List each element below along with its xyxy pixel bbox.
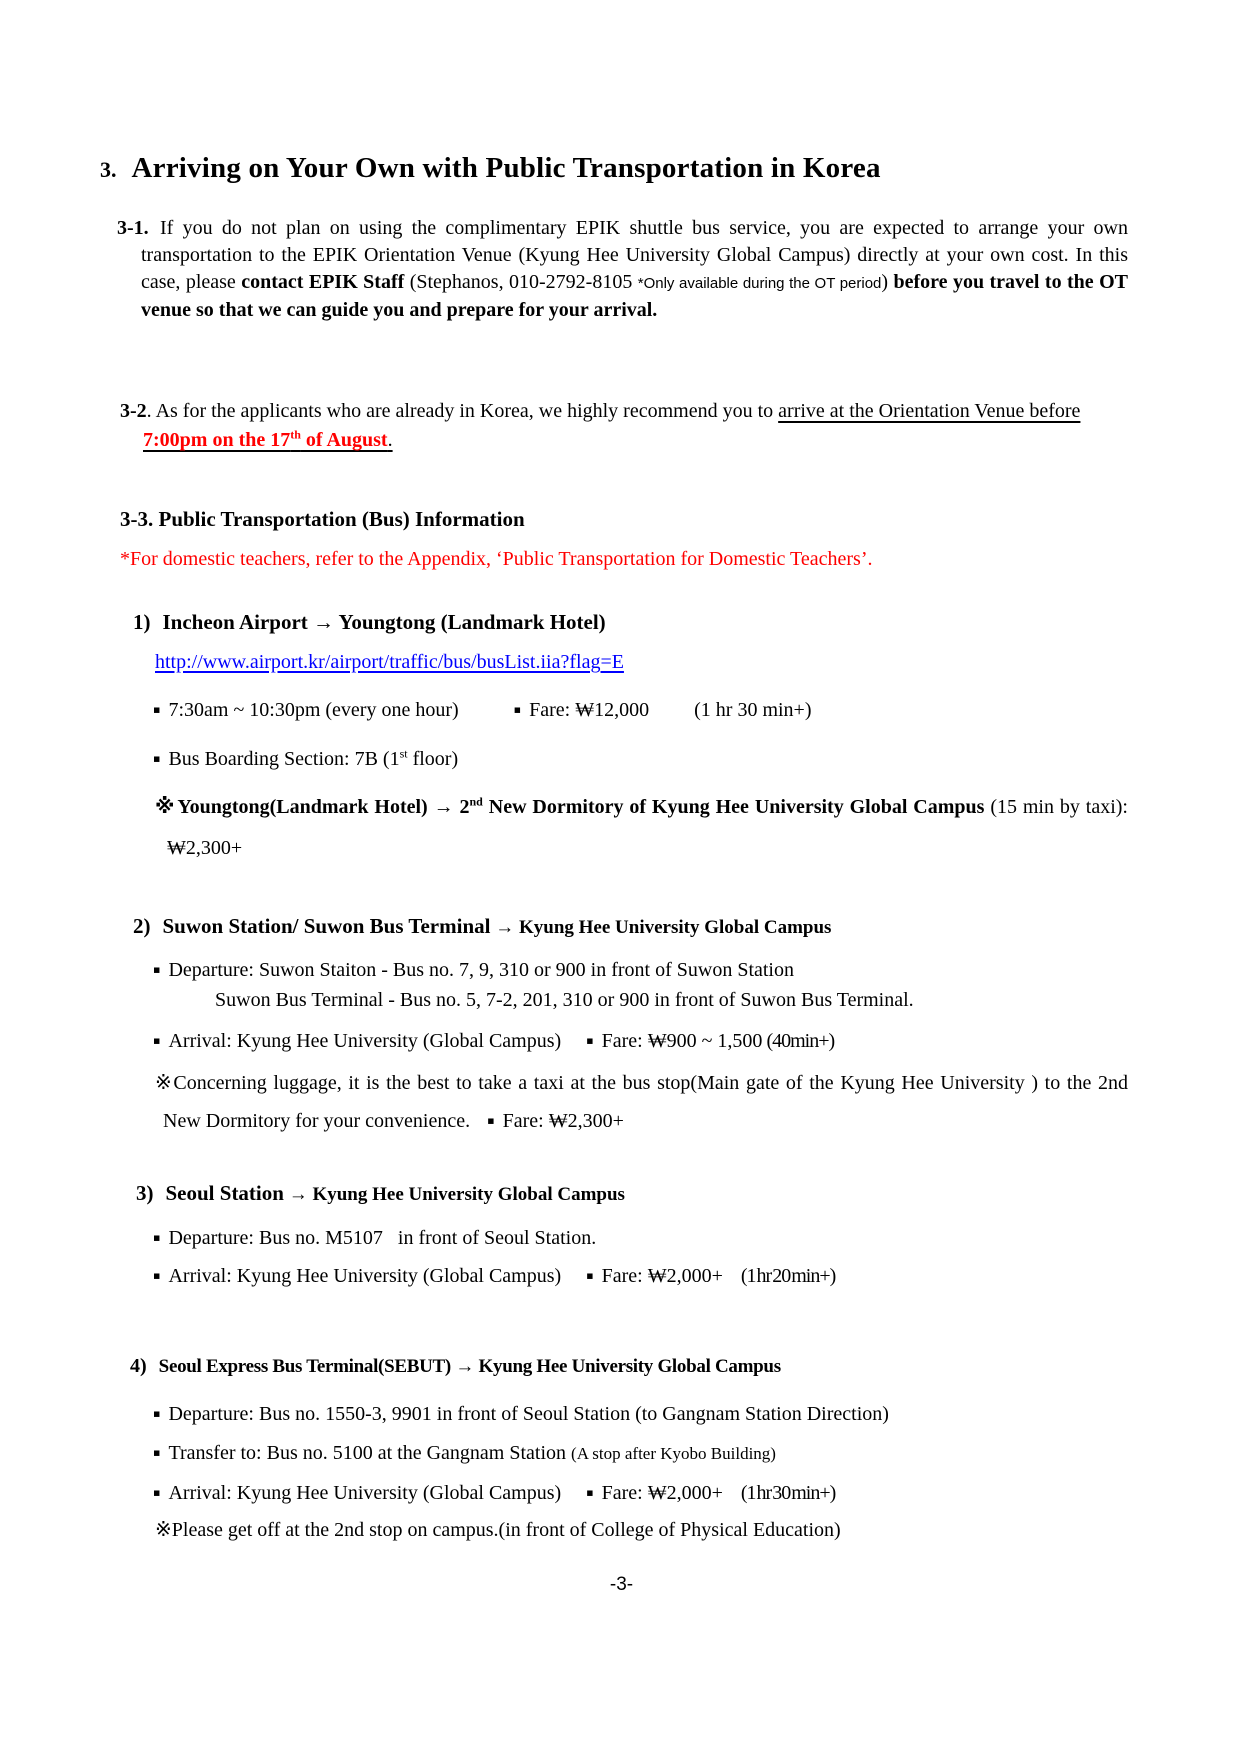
square-bullet-icon: ▪ bbox=[586, 1034, 594, 1047]
route-1-url-line bbox=[155, 649, 1128, 676]
deadline-time-text: 7:00pm on the 17 bbox=[143, 429, 291, 451]
route-3-fare-group bbox=[586, 1262, 723, 1290]
route-4-number: 4) bbox=[130, 1355, 147, 1377]
route-3-section bbox=[115, 1178, 1128, 1290]
route-1-note-text: Youngtong(Landmark Hotel) → 2 bbox=[177, 796, 470, 818]
route-1-boarding-text: Bus Boarding Section: 7B (1 bbox=[168, 748, 400, 770]
route-3-duration: (1 hr 20 min+) bbox=[740, 1265, 836, 1287]
route-3-title-origin: Seoul Station bbox=[165, 1181, 284, 1205]
contact-epik-staff-bold: contact EPIK Staff bbox=[241, 271, 405, 293]
square-bullet-icon: ▪ bbox=[586, 1269, 594, 1282]
route-1-boarding-line bbox=[153, 745, 1128, 773]
paragraph-3-1-label: 3-1. bbox=[117, 217, 149, 239]
route-2-title-origin: Suwon Station/ Suwon Bus Terminal bbox=[162, 914, 491, 938]
square-bullet-icon: ▪ bbox=[153, 1269, 161, 1282]
route-2-number: 2) bbox=[133, 914, 151, 938]
paragraph-3-2-label: 3-2 bbox=[120, 400, 147, 422]
route-1-schedule: 7:30am ~ 10:30pm (every one hour) bbox=[168, 699, 459, 721]
route-2-note-fare: Fare: ₩2,300+ bbox=[502, 1110, 624, 1132]
route-4-note-text: Please get off at the 2nd stop on campus.(in front of College of Physical Education) bbox=[171, 1519, 841, 1541]
route-3-title-destination: → Kyung Hee University Global Campus bbox=[283, 1184, 625, 1205]
route-1-heading bbox=[133, 607, 1128, 637]
route-1-number: 1) bbox=[133, 610, 151, 634]
page-number: -3- bbox=[609, 1574, 634, 1595]
page-content bbox=[100, 0, 1128, 1596]
route-2-note-text: Concerning luggage, it is the best to take a taxi at the bus stop(Main gate of the Kyung Hee University ) to the 2nd New Dormitory for your convenience. bbox=[163, 1072, 1128, 1132]
airport-bus-list-link[interactable]: http://www.airport.kr/airport/traffic/bus/busList.iia?flag=E bbox=[155, 651, 624, 673]
route-4-heading bbox=[130, 1350, 1128, 1382]
route-1-fare-group bbox=[514, 696, 649, 724]
route-1-title: Incheon Airport → Youngtong (Landmark Hotel) bbox=[162, 610, 606, 634]
square-bullet-icon: ▪ bbox=[153, 963, 161, 976]
route-4-departure: Departure: Bus no. 1550-3, 9901 in front of Seoul Station (to Gangnam Station Direction) bbox=[168, 1403, 889, 1425]
square-bullet-icon: ▪ bbox=[513, 703, 522, 716]
route-4-departure-line bbox=[153, 1400, 1128, 1428]
paren-close-text: ) bbox=[881, 271, 894, 293]
arrive-at-venue-text: arrive at the Orientation Venue before bbox=[778, 400, 1081, 422]
paragraph-3-2-text: . As for the applicants who are already in Korea, we highly recommend you to bbox=[146, 400, 779, 422]
route-4-duration: (1 hr 30 min+) bbox=[740, 1482, 836, 1504]
route-3-number: 3) bbox=[136, 1181, 154, 1205]
route-3-arrival: Arrival: Kyung Hee University (Global Campus) bbox=[168, 1265, 562, 1287]
route-4-fare: Fare: ₩2,000+ bbox=[601, 1482, 723, 1504]
title-section-number: 3. bbox=[100, 157, 117, 182]
paragraph-3-2 bbox=[120, 397, 1128, 455]
square-bullet-icon: ▪ bbox=[153, 1486, 161, 1499]
route-1-note-fare: (15 min by taxi): ₩2,300+ bbox=[167, 796, 1128, 859]
deadline-month-text: of August bbox=[300, 429, 388, 451]
route-2-arrival: Arrival: Kyung Hee University (Global Campus) bbox=[168, 1030, 562, 1052]
route-2-heading bbox=[133, 911, 1128, 943]
route-1-duration: (1 hr 30 min+) bbox=[694, 699, 812, 721]
page-title bbox=[100, 140, 1128, 187]
route-3-departure-line bbox=[153, 1224, 1128, 1252]
route-1-boarding-text-end: floor) bbox=[407, 748, 459, 770]
reference-mark-icon: ※ bbox=[155, 1519, 172, 1541]
route-4-transfer-detail: (A stop after Kyobo Building) bbox=[571, 1444, 776, 1463]
square-bullet-icon: ▪ bbox=[487, 1114, 495, 1127]
heading-3-3: 3-3. Public Transportation (Bus) Information bbox=[120, 507, 525, 531]
route-1-section bbox=[115, 607, 1128, 869]
route-4-transfer: Transfer to: Bus no. 5100 at the Gangnam Station bbox=[168, 1442, 572, 1464]
route-2-arrival-line bbox=[153, 1027, 1128, 1055]
route-3-departure: Departure: Bus no. M5107 in front of Seoul Station. bbox=[168, 1227, 597, 1249]
title-text: Arriving on Your Own with Public Transportation in Korea bbox=[131, 152, 881, 184]
square-bullet-icon: ▪ bbox=[153, 1034, 161, 1047]
route-2-title-destination: → Kyung Hee University Global Campus bbox=[490, 917, 832, 938]
route-1-schedule-line bbox=[153, 696, 1128, 724]
route-1-note-sup: nd bbox=[469, 794, 483, 809]
route-1-taxi-note bbox=[155, 787, 1128, 869]
route-1-note-bold bbox=[155, 796, 984, 818]
square-bullet-icon: ▪ bbox=[153, 1407, 161, 1420]
ot-period-small-note: *Only available during the OT period bbox=[637, 275, 882, 292]
square-bullet-icon: ▪ bbox=[153, 752, 161, 765]
route-2-luggage-note bbox=[155, 1065, 1128, 1140]
route-2-duration: (40min+) bbox=[766, 1030, 835, 1052]
reference-mark-icon: ※ bbox=[155, 1072, 174, 1094]
route-4-title: Seoul Express Bus Terminal(SEBUT) → Kyung Hee University Global Campus bbox=[158, 1356, 781, 1377]
deadline-red-bold bbox=[143, 429, 388, 451]
route-2-fare-group bbox=[586, 1027, 762, 1055]
before-travel-bold: before you travel to the OT venue so that we can guide you and prepare for your arrival. bbox=[141, 271, 1128, 321]
route-4-section bbox=[115, 1350, 1128, 1544]
route-3-arrival-line bbox=[153, 1262, 1128, 1290]
domestic-teachers-red-note: *For domestic teachers, refer to the Appendix, ‘Public Transportation for Domestic Teachers’. bbox=[120, 548, 873, 570]
paragraph-3-1 bbox=[117, 215, 1128, 324]
square-bullet-icon: ▪ bbox=[153, 703, 161, 716]
route-4-arrival-line bbox=[153, 1479, 1128, 1507]
deadline-period-text: . bbox=[387, 429, 393, 451]
route-2-note-fare-group bbox=[487, 1102, 624, 1140]
square-bullet-icon: ▪ bbox=[153, 1446, 161, 1459]
deadline-ordinal-sup: th bbox=[290, 427, 301, 442]
route-4-fare-group bbox=[586, 1479, 723, 1507]
route-2-departure-block bbox=[115, 955, 1128, 1015]
route-3-heading bbox=[136, 1178, 1128, 1210]
route-2-departure-line-1: Departure: Suwon Staiton - Bus no. 7, 9, 310 or 900 in front of Suwon Station bbox=[168, 959, 794, 981]
route-2-departure-line-2: Suwon Bus Terminal - Bus no. 5, 7-2, 201, 310 or 900 in front of Suwon Bus Terminal. bbox=[215, 989, 914, 1011]
square-bullet-icon: ▪ bbox=[153, 1231, 161, 1244]
square-bullet-icon: ▪ bbox=[586, 1486, 594, 1499]
staff-phone-text: (Stephanos, 010-2792-8105 bbox=[404, 271, 638, 293]
route-1-fare: Fare: ₩12,000 bbox=[529, 699, 650, 721]
route-1-boarding-sup: st bbox=[399, 746, 408, 761]
reference-mark-icon: ※ bbox=[155, 796, 176, 818]
route-2-fare: Fare: ₩900 ~ 1,500 bbox=[601, 1030, 763, 1052]
route-2-section bbox=[115, 911, 1128, 1140]
route-3-fare: Fare: ₩2,000+ bbox=[601, 1265, 723, 1287]
route-4-transfer-line bbox=[153, 1439, 1128, 1467]
route-4-campus-note bbox=[155, 1517, 1128, 1544]
route-4-arrival: Arrival: Kyung Hee University (Global Campus) bbox=[168, 1482, 562, 1504]
route-1-note-text-2: New Dormitory of Kyung Hee University Global Campus bbox=[482, 796, 985, 818]
paragraph-3-1-text: If you do not plan on using the complimentary EPIK shuttle bus service, you are expected to arrange your own transportation to the EPIK Orientation Venue (Kyung Hee University Global Campus) directly at your own cost. In this case, please bbox=[141, 217, 1128, 293]
